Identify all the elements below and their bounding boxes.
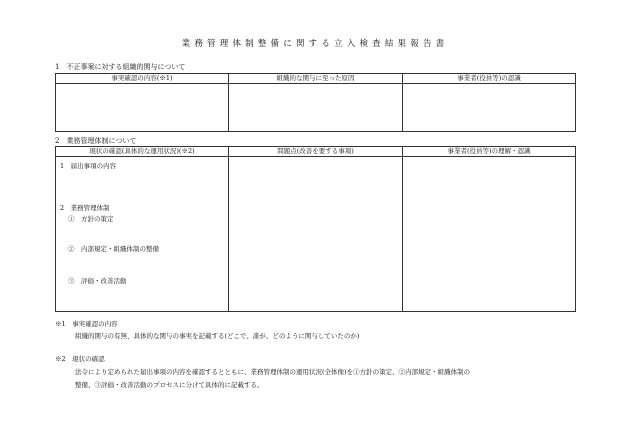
subitem-internal-rules: ② 内部規定・組織体制の整備 [68, 245, 159, 253]
section2-col-issues: 問題点(改善を要する事項) [229, 147, 403, 157]
subitem-policy: ① 方針の策定 [68, 215, 114, 223]
note2-body-line2: 整備、③評価・改善活動のプロセスに分けて具体的に記載する。 [75, 381, 264, 389]
section1-col-awareness: 事業者(役員等)の認識 [403, 74, 576, 84]
section1-body-row [56, 84, 576, 132]
section1-header-row [56, 74, 576, 84]
section2-header-row [56, 147, 576, 157]
section1-fact-cell[interactable] [56, 84, 229, 132]
section1-awareness-cell[interactable] [403, 84, 576, 132]
section2-understanding-cell[interactable] [403, 157, 576, 312]
section1-heading: 1 不正事案に対する組織的関与について [55, 63, 186, 71]
section2-heading: 2 業務管理体制について [55, 137, 137, 145]
section2-body-row [56, 157, 576, 312]
note2-body-line1: 法令により定められた届出事項の内容を確認するとともに、業務管理体制の運用状況(全体像)を①方針の策定、②内部規定・組織体制の [75, 368, 471, 376]
section2-issues-cell[interactable] [229, 157, 403, 312]
report-title: 業務管理体制整備に関する立入検査結果報告書 [181, 39, 449, 49]
section2-col-understanding: 事業者(役員等)の理解・認識 [403, 147, 576, 157]
section1-table [55, 73, 576, 132]
section1-col-cause: 組織的な関与に至った原因 [229, 74, 403, 84]
note2-title: ※2 現状の確認 [55, 355, 105, 363]
section2-col-status: 現状の確認(具体的な運用状況)(※2) [56, 147, 229, 157]
subitem-evaluation: ③ 評価・改善活動 [68, 277, 127, 285]
item-notification-content: 1 届出事項の内容 [60, 162, 117, 170]
item-management-system: 2 業務管理体制 [60, 204, 110, 212]
note1-title: ※1 事実確認の内容 [55, 320, 118, 328]
section2-table [55, 146, 576, 312]
section1-cause-cell[interactable] [229, 84, 403, 132]
section1-col-fact: 事実確認の内容(※1) [56, 74, 229, 84]
section2-status-cell[interactable] [56, 157, 229, 312]
note1-body: 組織的関与の有無、具体的な関与の事実を記載する(どこで、誰が、どのように関与していたのか) [75, 332, 360, 340]
